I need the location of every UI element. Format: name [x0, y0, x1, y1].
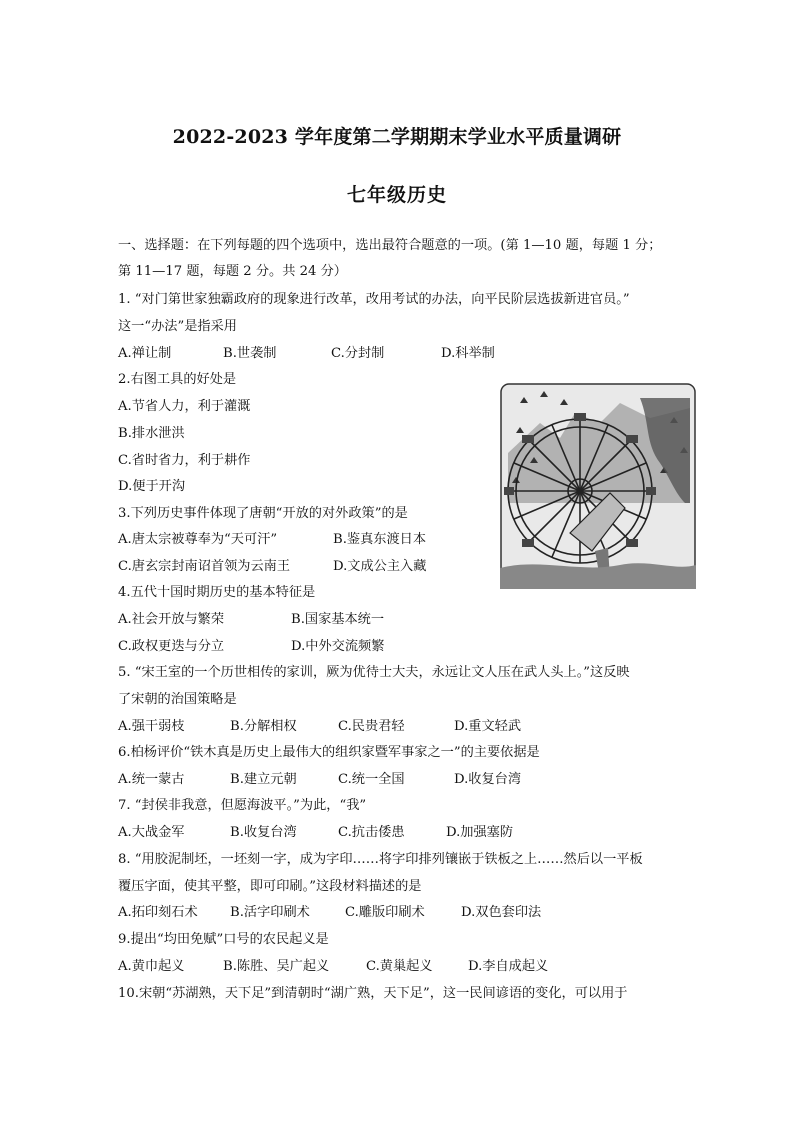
question-9-option-b: B.陈胜、吴广起义	[223, 959, 330, 974]
question-2-option-d: D.便于开沟	[118, 479, 186, 494]
exam-subtitle: 七年级历史	[346, 184, 447, 206]
question-9-stem: 9.提出“均田免赋”口号的农民起义是	[118, 932, 329, 947]
question-3-option-a: A.唐太宗被尊奉为“天可汗”	[118, 532, 278, 547]
question-2-option-b: B.排水泄洪	[118, 426, 185, 441]
question-8-stem-line-1: 8. “用胶泥制坯，一坯刻一字，成为字印……将字印排列镶嵌于铁板之上……然后以一平板	[118, 852, 643, 867]
question-1-option-a: A.禅让制	[118, 346, 172, 361]
question-6-stem: 6.柏杨评价“铁木真是历史上最伟大的组织家暨军事家之一”的主要依据是	[118, 745, 540, 760]
question-3-stem: 3.下列历史事件体现了唐朝“开放的对外政策”的是	[118, 506, 408, 521]
question-4-option-d: D.中外交流频繁	[291, 639, 385, 654]
question-7-option-a: A.大战金军	[118, 825, 185, 840]
question-3-option-c: C.唐玄宗封南诏首领为云南王	[118, 559, 291, 574]
question-6-option-a: A.统一蒙古	[118, 772, 185, 787]
exam-title: 2022-2023 学年度第二学期期末学业水平质量调研	[172, 126, 622, 148]
question-1-stem-line-1: 1. “对门第世家独霸政府的现象进行改革，改用考试的办法，向平民阶层选拔新进官员。”	[118, 292, 630, 307]
question-1-option-d: D.科举制	[441, 346, 495, 361]
question-3-option-b: B.鉴真东渡日本	[333, 532, 427, 547]
question-8-option-c: C.雕版印刷术	[345, 905, 425, 920]
question-5-option-c: C.民贵君轻	[338, 719, 405, 734]
question-5-option-d: D.重文轻武	[454, 719, 522, 734]
water-wheel-illustration	[500, 383, 696, 589]
question-9-option-c: C.黄巢起义	[366, 959, 433, 974]
question-7-option-d: D.加强塞防	[446, 825, 514, 840]
question-7-option-c: C.抗击倭患	[338, 825, 405, 840]
question-6-option-b: B.建立元朝	[230, 772, 297, 787]
question-10-stem: 10.宋朝“苏湖熟，天下足”到清朝时“湖广熟，天下足”，这一民间谚语的变化，可以用于	[118, 986, 628, 1001]
question-3-option-d: D.文成公主入藏	[333, 559, 427, 574]
question-5-stem-line-1: 5. “宋王室的一个历世相传的家训，厥为优待士大夫，永远让文人压在武人头上。”这反映	[118, 665, 630, 680]
question-9-option-d: D.李自成起义	[468, 959, 549, 974]
question-5-option-a: A.强干弱枝	[118, 719, 185, 734]
question-8-option-d: D.双色套印法	[461, 905, 542, 920]
question-1-option-b: B.世袭制	[223, 346, 277, 361]
question-8-stem-line-2: 覆压字面，使其平整，即可印刷。”这段材料描述的是	[118, 879, 422, 894]
question-4-stem: 4.五代十国时期历史的基本特征是	[118, 585, 316, 600]
question-9-option-a: A.黄巾起义	[118, 959, 185, 974]
question-4-option-b: B.国家基本统一	[291, 612, 385, 627]
question-7-stem: 7. “封侯非我意，但愿海波平。”为此，“我”	[118, 798, 367, 813]
question-4-option-c: C.政权更迭与分立	[118, 639, 225, 654]
question-2-option-a: A.节省人力，利于灌溉	[118, 399, 251, 414]
question-6-option-d: D.收复台湾	[454, 772, 522, 787]
question-4-option-a: A.社会开放与繁荣	[118, 612, 225, 627]
section-instruction-line-2: 第 11—17 题，每题 2 分。共 24 分）	[118, 264, 347, 279]
question-5-stem-line-2: 了宋朝的治国策略是	[118, 692, 237, 707]
section-instruction-line-1: 一、选择题：在下列每题的四个选项中，选出最符合题意的一项。(第 1—10 题，每题 1 分；	[118, 238, 662, 253]
question-7-option-b: B.收复台湾	[230, 825, 297, 840]
question-2-option-c: C.省时省力，利于耕作	[118, 453, 251, 468]
question-2-stem: 2.右图工具的好处是	[118, 372, 237, 387]
question-6-option-c: C.统一全国	[338, 772, 405, 787]
question-5-option-b: B.分解相权	[230, 719, 297, 734]
question-1-stem-line-2: 这一“办法”是指采用	[118, 319, 237, 334]
question-1-option-c: C.分封制	[331, 346, 385, 361]
question-8-option-a: A.拓印刻石术	[118, 905, 198, 920]
question-8-option-b: B.活字印刷术	[230, 905, 310, 920]
